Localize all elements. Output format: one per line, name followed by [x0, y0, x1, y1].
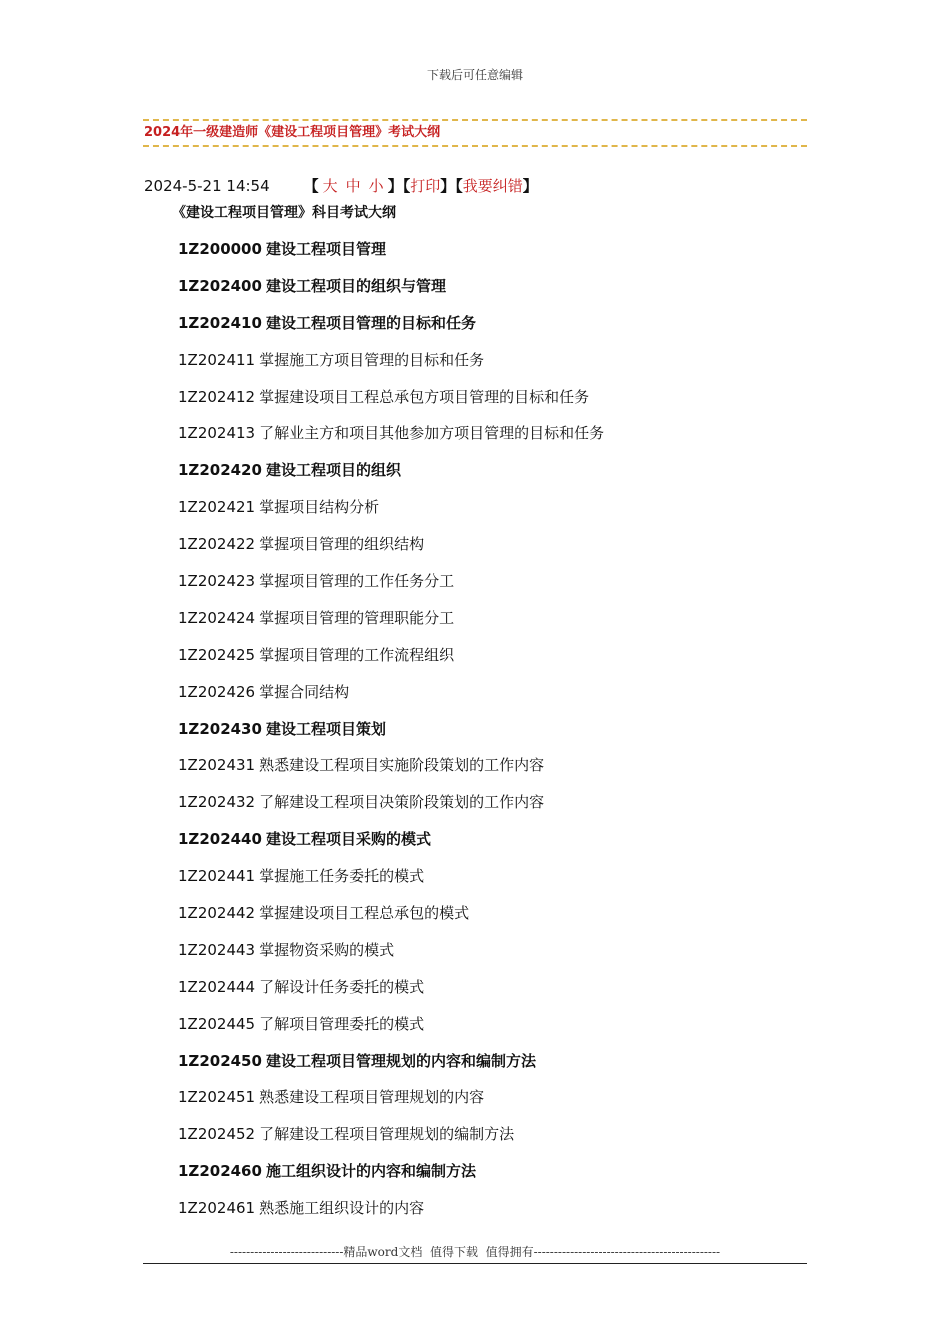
outline-item-code: 1Z202432 [178, 793, 256, 812]
title-block [143, 119, 807, 147]
bracket-close: 】 [522, 177, 538, 195]
outline-item-code: 1Z202450 [178, 1051, 262, 1070]
outline-item [178, 976, 604, 1013]
outline-item [178, 1050, 604, 1087]
outline-item-code: 1Z202431 [178, 756, 256, 775]
publish-date: 2024-5-21 14:54 [144, 177, 270, 195]
outline-item [178, 238, 604, 275]
outline-item-text: 建设工程项目采购的模式 [265, 830, 431, 849]
outline-item-text: 掌握合同结构 [259, 682, 350, 701]
outline-item-text: 掌握项目管理的组织结构 [259, 535, 425, 554]
footer-text: ----------------------------精品word文档 值得下载 值得拥有---------------------------------------------- [229, 1245, 721, 1259]
outline-heading: 《建设工程项目管理》科目考试大纲 [172, 205, 396, 221]
outline-item [178, 496, 604, 533]
outline-item-code: 1Z200000 [178, 240, 262, 258]
outline-item [178, 865, 604, 902]
outline-item [178, 386, 604, 423]
print-link[interactable]: 打印 [410, 177, 441, 195]
font-size-small-link[interactable]: 小 [368, 177, 384, 195]
outline-item-code: 1Z202422 [178, 535, 256, 554]
outline-item [178, 754, 604, 791]
outline-item-text: 了解项目管理委托的模式 [259, 1014, 425, 1033]
outline-item [178, 902, 604, 939]
outline-item [178, 939, 604, 976]
report-error-link[interactable]: 我要纠错 [462, 177, 523, 195]
font-size-large-link[interactable]: 大 [322, 177, 338, 195]
outline-item [178, 681, 604, 718]
title-bottom-divider [143, 145, 807, 147]
outline-item-text: 掌握施工方项目管理的目标和任务 [259, 350, 485, 369]
bracket-open: 【 [402, 177, 411, 195]
font-size-controls [319, 177, 388, 195]
outline-item-text: 建设工程项目的组织与管理 [265, 276, 446, 295]
outline-item-code: 1Z202426 [178, 682, 256, 701]
footer-rule [143, 1263, 807, 1264]
outline-item [178, 349, 604, 386]
outline-item-code: 1Z202424 [178, 608, 256, 627]
outline-item [178, 459, 604, 496]
outline-item-text: 掌握建设项目工程总承包方项目管理的目标和任务 [259, 387, 590, 406]
bracket-close: 】 [387, 177, 403, 195]
title-top-divider [143, 119, 807, 121]
font-size-medium-link[interactable]: 中 [345, 177, 361, 195]
outline-item-code: 1Z202440 [178, 830, 262, 849]
outline-item-text: 建设工程项目管理的目标和任务 [265, 313, 476, 332]
outline-item-text: 掌握施工任务委托的模式 [259, 867, 425, 886]
article-meta [144, 175, 538, 197]
document-title: 2024年一级建造师《建设工程项目管理》考试大纲 [144, 125, 441, 140]
outline-item [178, 533, 604, 570]
outline-item-text: 熟悉建设工程项目管理规划的内容 [259, 1088, 485, 1107]
outline-item [178, 791, 604, 828]
outline-item-text: 了解建设工程项目决策阶段策划的工作内容 [259, 793, 545, 812]
bracket-open: 【 [303, 177, 319, 195]
outline-item [178, 1197, 604, 1234]
outline-item [178, 1013, 604, 1050]
outline-item-text: 施工组织设计的内容和编制方法 [265, 1162, 476, 1181]
outline-item [178, 644, 604, 681]
outline-item-text: 建设工程项目策划 [265, 719, 386, 738]
outline-item-code: 1Z202451 [178, 1088, 256, 1107]
outline-item-code: 1Z202411 [178, 350, 256, 369]
outline-item [178, 275, 604, 312]
outline-item-text: 了解业主方和项目其他参加方项目管理的目标和任务 [259, 424, 605, 443]
outline-item [178, 1086, 604, 1123]
outline-item [178, 828, 604, 865]
outline-item-code: 1Z202413 [178, 424, 256, 443]
outline-item [178, 422, 604, 459]
outline-item [178, 607, 604, 644]
outline-item-text: 掌握项目管理的工作流程组织 [259, 645, 455, 664]
outline-item-code: 1Z202423 [178, 572, 256, 591]
outline-item-text: 熟悉施工组织设计的内容 [259, 1199, 425, 1218]
outline-item-text: 掌握项目结构分析 [259, 498, 380, 517]
outline-item-text: 掌握项目管理的管理职能分工 [259, 608, 455, 627]
outline-item-text: 掌握建设项目工程总承包的模式 [259, 904, 470, 923]
outline-item-code: 1Z202444 [178, 977, 256, 996]
outline-item-code: 1Z202445 [178, 1014, 256, 1033]
bracket-close: 】 [440, 177, 456, 195]
page-footer [143, 1244, 807, 1264]
outline-item-code: 1Z202442 [178, 904, 256, 923]
outline-item-code: 1Z202412 [178, 387, 256, 406]
outline-item-code: 1Z202420 [178, 461, 262, 480]
bracket-open: 【 [455, 177, 463, 195]
page-header-note: 下载后可任意编辑 [426, 68, 523, 82]
outline-item-code: 1Z202421 [178, 498, 256, 517]
outline-item-code: 1Z202460 [178, 1162, 262, 1181]
outline-item [178, 1123, 604, 1160]
outline-item-text: 建设工程项目的组织 [265, 461, 401, 480]
outline-item-code: 1Z202430 [178, 719, 262, 738]
outline-item-text: 掌握物资采购的模式 [259, 940, 395, 959]
outline-item-text: 了解建设工程项目管理规划的编制方法 [259, 1125, 515, 1144]
outline-item-text: 建设工程项目管理规划的内容和编制方法 [265, 1051, 536, 1070]
outline-item-text: 建设工程项目管理 [265, 240, 386, 258]
outline-item-code: 1Z202441 [178, 867, 256, 886]
outline-item-code: 1Z202425 [178, 645, 256, 664]
outline-item [178, 1160, 604, 1197]
syllabus-outline [178, 238, 604, 1234]
outline-item-text: 熟悉建设工程项目实施阶段策划的工作内容 [259, 756, 545, 775]
outline-item-text: 了解设计任务委托的模式 [259, 977, 425, 996]
outline-item-code: 1Z202443 [178, 940, 256, 959]
outline-item [178, 570, 604, 607]
outline-item [178, 718, 604, 755]
outline-item [178, 312, 604, 349]
outline-item-code: 1Z202400 [178, 276, 262, 295]
outline-item-text: 掌握项目管理的工作任务分工 [259, 572, 455, 591]
outline-item-code: 1Z202452 [178, 1125, 256, 1144]
outline-item-code: 1Z202461 [178, 1199, 256, 1218]
outline-item-code: 1Z202410 [178, 313, 262, 332]
